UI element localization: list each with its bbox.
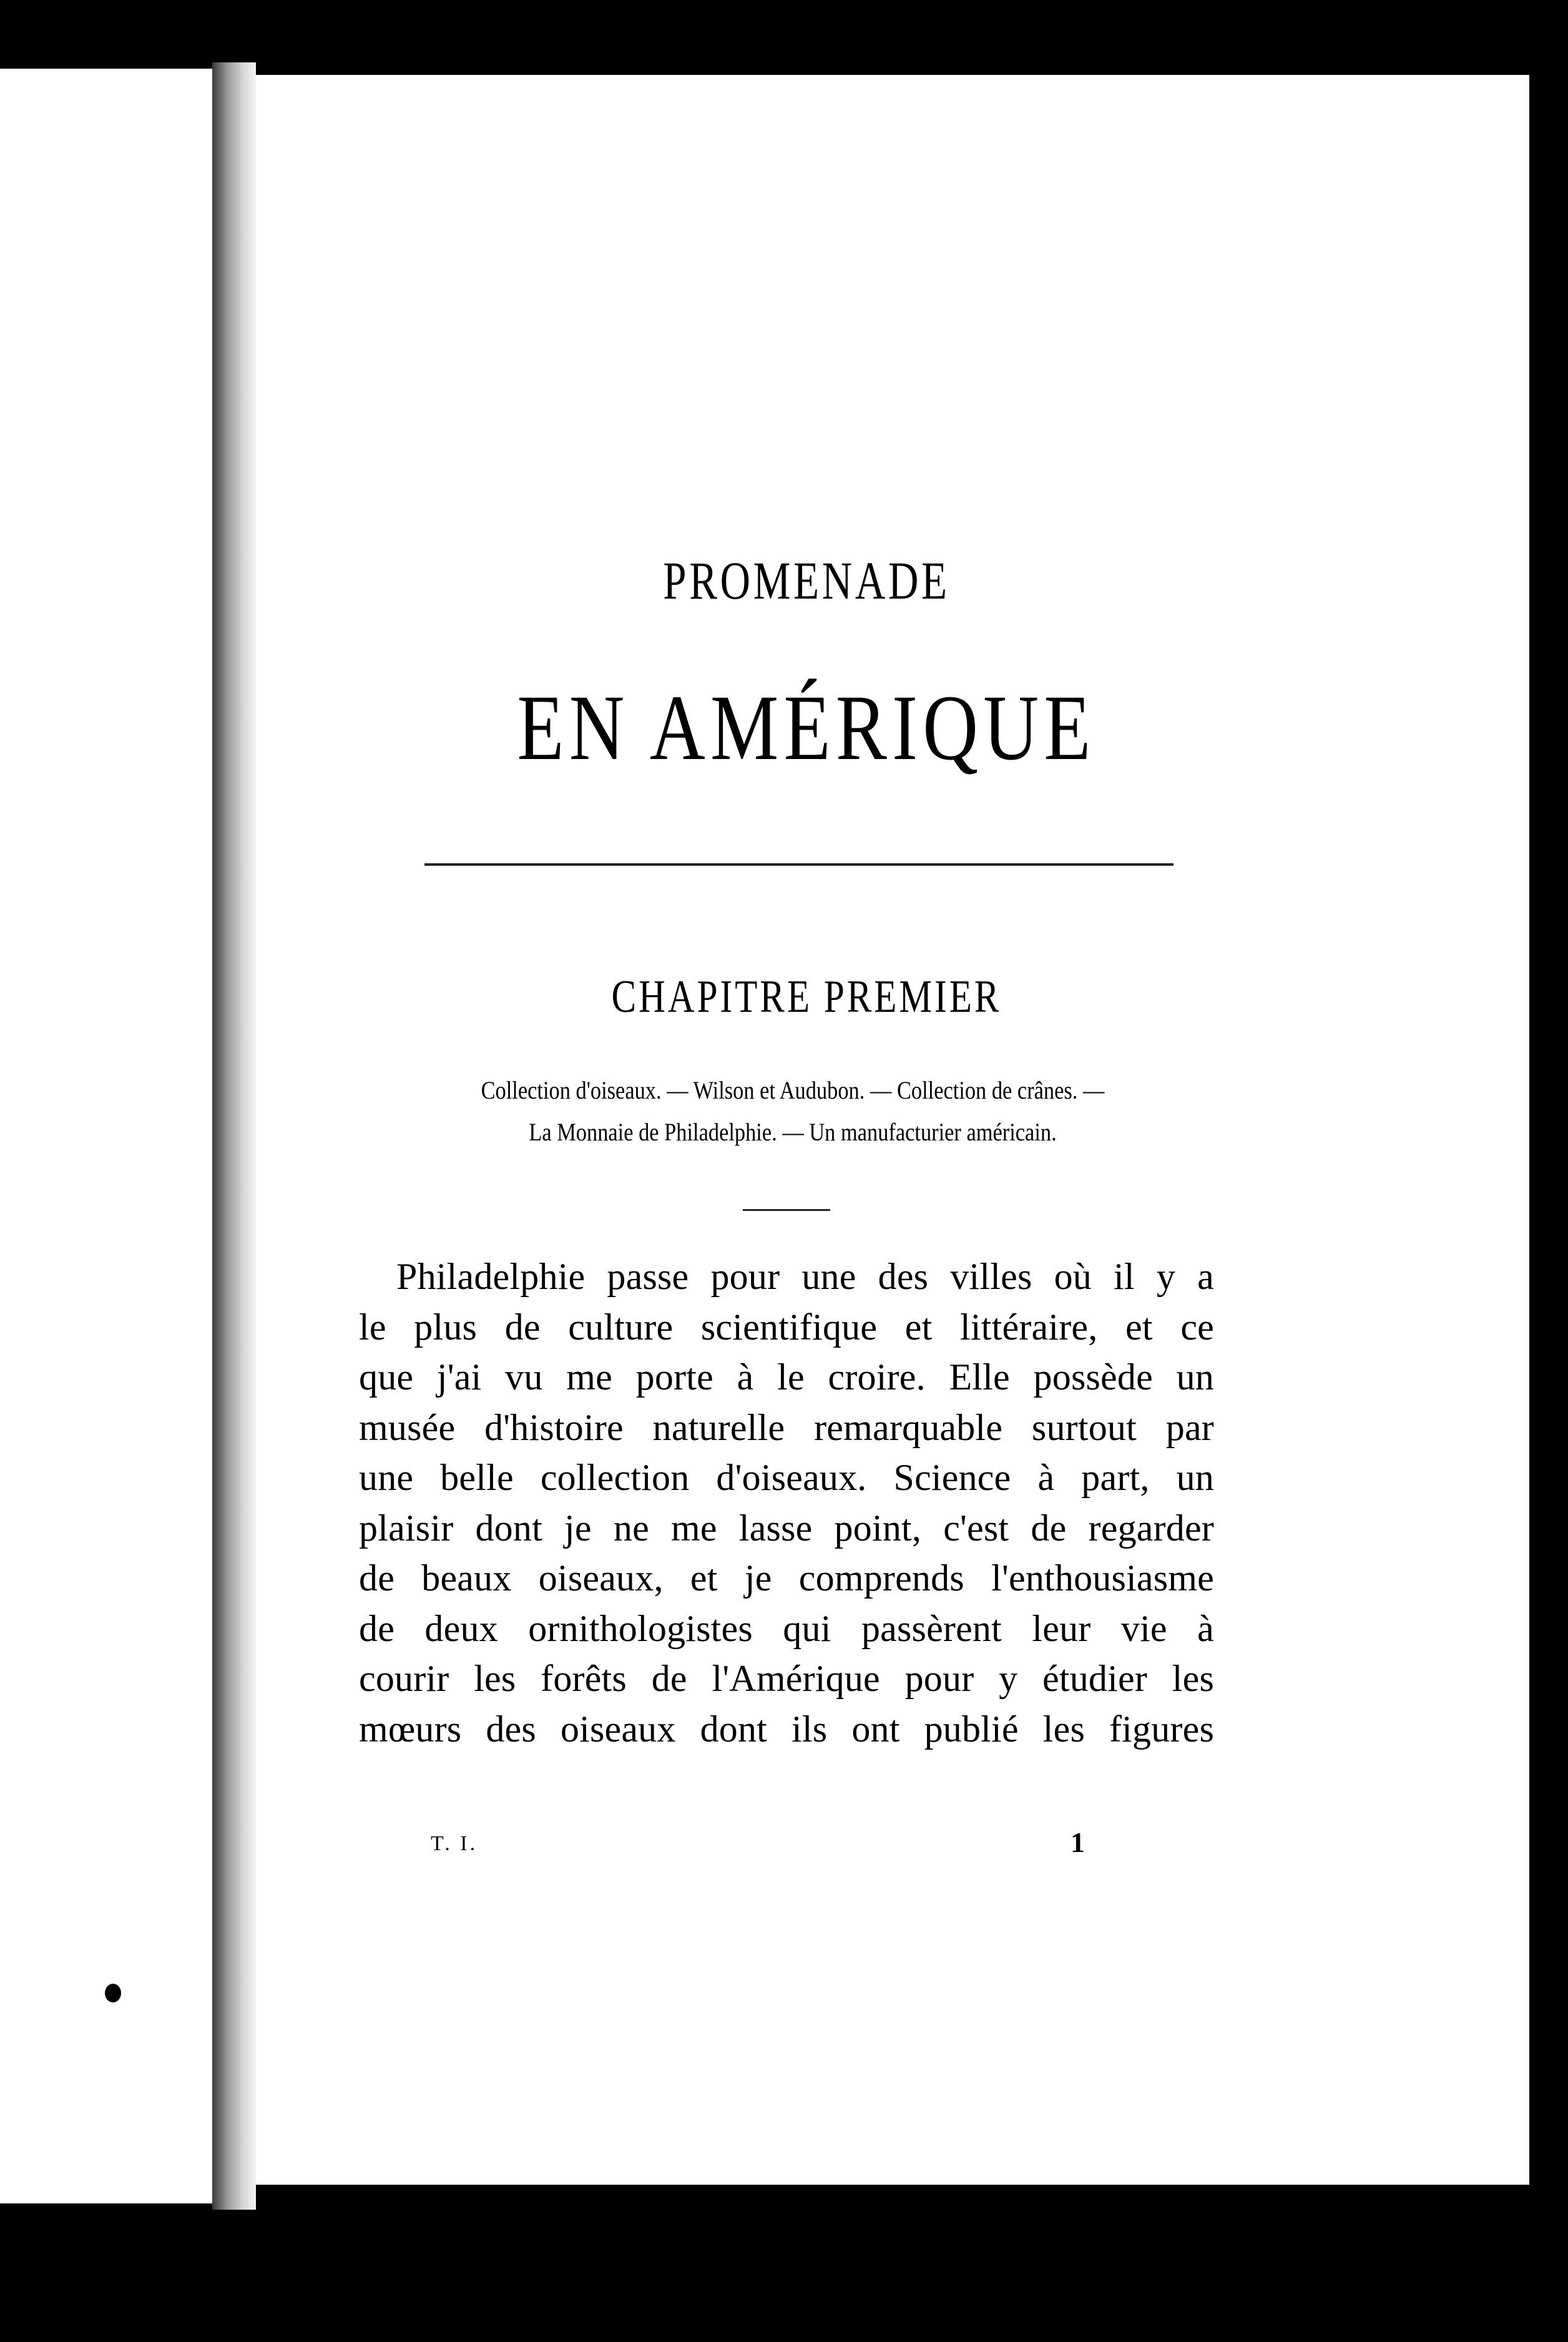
body-line-2: le plus de culture scientifique et littéraire, et ce <box>359 1306 1214 1348</box>
body-line-8: de deux ornithologistes qui passèrent leur vie à <box>359 1607 1214 1649</box>
book-gutter <box>212 62 256 2210</box>
left-page-blank <box>0 69 212 2203</box>
body-line-5: une belle collection d'oiseaux. Science à part, un <box>359 1457 1214 1498</box>
book-title-line2: EN AMÉRIQUE <box>517 676 1096 780</box>
body-line-4: musée d'histoire naturelle remarquable surtout par <box>359 1406 1214 1448</box>
body-line-3: que j'ai vu me porte à le croire. Elle possède un <box>359 1356 1214 1398</box>
body-line-7: de beaux oiseaux, et je comprends l'enthousiasme <box>359 1557 1214 1599</box>
page-number: 1 <box>1071 1826 1085 1858</box>
signature-mark: T. I. <box>431 1832 478 1855</box>
body-line-6: plaisir dont je ne me lasse point, c'est de regarder <box>359 1507 1214 1549</box>
ink-speck <box>105 1984 121 2002</box>
body-line-10: mœurs des oiseaux dont ils ont publié les figures <box>359 1708 1214 1750</box>
chapter-heading: CHAPITRE PREMIER <box>611 971 1002 1022</box>
summary-divider <box>743 1209 830 1211</box>
chapter-summary-line-2: La Monnaie de Philadelphie. — Un manufacturier américain. <box>529 1118 1057 1146</box>
title-divider <box>424 863 1174 866</box>
body-line-9: courir les forêts de l'Amérique pour y étudier les <box>359 1658 1214 1699</box>
body-paragraph <box>359 1252 1214 1754</box>
chapter-summary-line-1: Collection d'oiseaux. — Wilson et Audubon. — Collection de crânes. — <box>481 1076 1105 1104</box>
body-line-1: Philadelphie passe pour une des villes où il y a <box>396 1256 1214 1297</box>
book-title-line1: PROMENADE <box>663 551 950 610</box>
